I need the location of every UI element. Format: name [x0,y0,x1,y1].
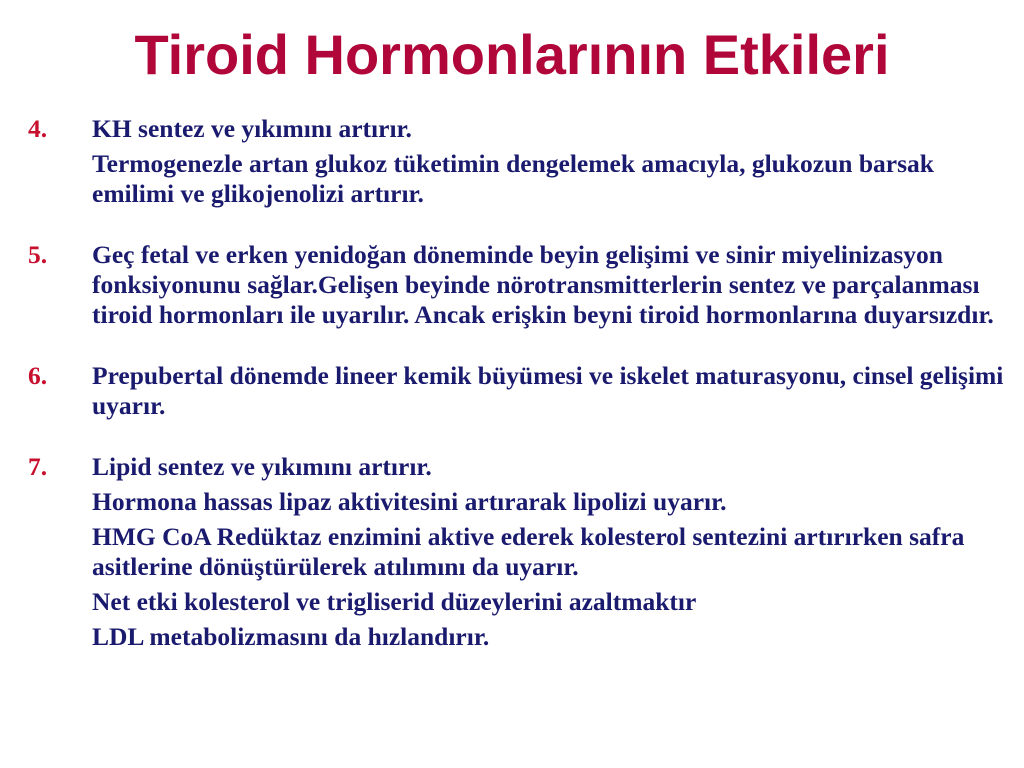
list-item-7 [28,452,1008,652]
list-number: 5. [28,240,48,269]
list-item-4 [28,114,1008,209]
list-text: Termogenezle artan glukoz tüketimin dengelemek amacıyla, glukozun barsak emilimi ve glikojenolizi artırır. [92,149,934,208]
numbered-list [28,114,1008,652]
list-text: Net etki kolesterol ve trigliserid düzeylerini azaltmaktır [92,587,697,616]
list-number: 4. [28,114,48,143]
list-number: 6. [28,361,48,390]
list-item-5 [28,240,1008,330]
list-text: Hormona hassas lipaz aktivitesini artırarak lipolizi uyarır. [92,487,727,516]
list-text: Lipid sentez ve yıkımını artırır. [92,452,432,481]
list-text: HMG CoA Redüktaz enzimini aktive ederek kolesterol sentezini artırırken safra asitlerine dönüştürülerek atılımını da uyarır. [92,522,965,581]
list-number: 7. [28,452,48,481]
list-text: KH sentez ve yıkımını artırır. [92,114,412,143]
list-item-6 [28,361,1008,421]
list-text: Geç fetal ve erken yenidoğan döneminde beyin gelişimi ve sinir miyelinizasyon fonksiyonunu sağlar.Gelişen beyinde nörotransmitterlerin sentez ve parçalanması tiroid hormonları ile uyarılır. Ancak erişkin beyni tiroid hormonlarına duyarsızdır. [92,240,994,329]
list-text: Prepubertal dönemde lineer kemik büyümesi ve iskelet maturasyonu, cinsel gelişimi uyarır. [92,361,1004,420]
slide-title: Tiroid Hormonlarının Etkileri [134,23,890,86]
list-text: LDL metabolizmasını da hızlandırır. [92,622,490,651]
